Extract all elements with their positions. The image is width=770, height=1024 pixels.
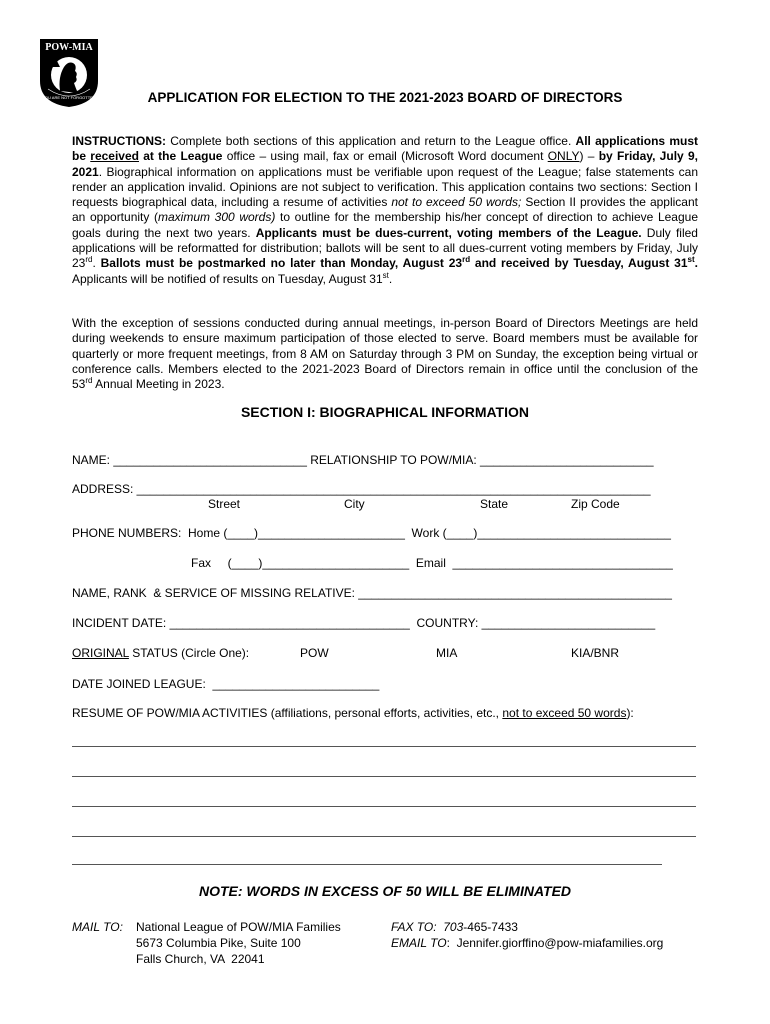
- instructions-paragraph: INSTRUCTIONS: Complete both sections of this application and return to the League office. All applications must be received at the League office – using mail, fax or email (Microsoft Word document ONLY) – by Friday, July 9, 2021. Biographical information on applications must be verifiable upon request of the League; false statements can render an application invalid. Opinions are not subject to verification. This application contains two sections: Section I requests biographical data, including a resume of activities not to exceed 50 words; Section II provides the applicant an opportunity (maximum 300 words) to outline for the membership his/her concept of direction to achieve League goals during the next two years. Applicants must be dues-current, voting members of the League. Duly filed applications will be reformatted for distribution; ballots will be sent to all dues-current voting members by Friday, July 23rd. Ballots must be postmarked no later than Monday, August 23rd and received by Tuesday, August 31st. Applicants will be notified of results on Tuesday, August 31st.: [72, 134, 699, 286]
- logo-text: POW-MIA: [45, 42, 93, 53]
- address-field[interactable]: ADDRESS: _____________________________________________________________________________: [72, 482, 651, 496]
- instructions-italic: not to exceed 50 words;: [391, 195, 522, 210]
- status-kia[interactable]: KIA/BNR: [571, 646, 620, 660]
- incident-field[interactable]: INCIDENT DATE: ____________________________________ COUNTRY: __________________________: [72, 616, 656, 630]
- email-value[interactable]: : Jennifer.giorffino@pow-miafamilies.org: [446, 936, 664, 950]
- address-zip-label: Zip Code: [571, 497, 620, 511]
- phone-field[interactable]: PHONE NUMBERS: Home (____)______________________ Work (____)_____________________________: [72, 526, 671, 540]
- resume-text: ):: [626, 706, 634, 720]
- instructions-label: INSTRUCTIONS:: [72, 134, 166, 148]
- instructions-bold: All applications must be: [72, 134, 698, 164]
- instructions-text: office – using mail, fax or email (Microsoft Word document: [226, 149, 544, 164]
- resume-line[interactable]: [72, 836, 696, 837]
- superscript: st: [382, 270, 389, 280]
- name-field[interactable]: NAME: _____________________________ RELATIONSHIP TO POW/MIA: __________________________: [72, 453, 654, 467]
- instructions-bold: at the League: [143, 149, 223, 164]
- word-limit-note: NOTE: WORDS IN EXCESS OF 50 WILL BE ELIMINATED: [198, 883, 572, 899]
- instructions-only: ONLY: [547, 149, 580, 164]
- logo-motto: YOU ARE NOT FORGOTTEN: [42, 95, 96, 100]
- resume-line[interactable]: [72, 746, 696, 747]
- fax-email-field[interactable]: Fax (____)______________________ Email _________________________________: [191, 556, 673, 570]
- page-title: APPLICATION FOR ELECTION TO THE 2021-2023 BOARD OF DIRECTORS: [147, 90, 623, 105]
- fax-label: FAX TO: 703: [391, 920, 464, 934]
- instructions-text: ) –: [579, 149, 595, 164]
- address-city-label: City: [344, 497, 365, 511]
- resume-line[interactable]: [72, 864, 662, 865]
- resume-label: [72, 706, 634, 720]
- instructions-text: Section II provides the applicant an opportunity (: [72, 195, 698, 225]
- joined-field[interactable]: DATE JOINED LEAGUE: _________________________: [72, 677, 380, 691]
- instructions-received: received: [90, 149, 139, 164]
- instructions-bold: Applicants must be dues-current, voting members of the League.: [255, 225, 642, 240]
- instructions-bold: Ballots must be postmarked no later than Monday, August 23: [100, 256, 463, 271]
- instructions-text: to outline for the membership his/her concept of direction to achieve League goals during the next two years.: [72, 210, 699, 240]
- status-mia[interactable]: MIA: [436, 646, 458, 660]
- resume-limit: not to exceed 50 words: [502, 706, 627, 720]
- section-heading: SECTION I: BIOGRAPHICAL INFORMATION: [240, 404, 530, 420]
- status-text: STATUS (Circle One):: [128, 646, 250, 660]
- resume-text: RESUME OF POW/MIA ACTIVITIES (affiliations, personal efforts, activities, etc.,: [72, 706, 503, 720]
- mail-line-2: 5673 Columbia Pike, Suite 100: [136, 936, 301, 950]
- status-pow[interactable]: POW: [300, 646, 329, 660]
- meetings-paragraph: [72, 316, 698, 392]
- superscript: rd: [462, 255, 471, 265]
- mail-line-1: National League of POW/MIA Families: [136, 920, 341, 934]
- resume-line[interactable]: [72, 776, 696, 777]
- address-state-label: State: [480, 497, 509, 511]
- mail-line-3: Falls Church, VA 22041: [136, 952, 265, 966]
- meetings-text: Annual Meeting in 2023.: [95, 377, 225, 392]
- fax-line: [391, 920, 518, 934]
- superscript: rd: [85, 255, 93, 265]
- superscript: st: [687, 255, 695, 265]
- status-original: ORIGINAL: [72, 646, 129, 660]
- meetings-text: With the exception of sessions conducted during annual meetings, in-person Board of Directors Meetings are held during weekends to ensure maximum participation of those elected to serve. Board members must be available for quarterly or more frequent meetings, from 8 AM on Saturday through 3 PM on Sunday, the exception being virtual or conference calls. Members elected to the 2021-2023 Board of Directors remain in office until the conclusion of the 53: [72, 316, 698, 392]
- mail-label: MAIL TO:: [72, 920, 123, 934]
- instructions-text: Duly filed applications will be reformatted for distribution; ballots will be sent to all dues-current voting members by Friday, July 23: [72, 225, 698, 271]
- instructions-italic: maximum 300 words): [158, 210, 276, 225]
- instructions-text: Complete both sections of this application and return to the League office.: [170, 134, 572, 148]
- email-line: [391, 936, 663, 950]
- missing-relative-field[interactable]: NAME, RANK & SERVICE OF MISSING RELATIVE: _______________________________________________: [72, 586, 672, 600]
- deadline-date: by Friday, July 9, 2021: [72, 149, 698, 179]
- resume-line[interactable]: [72, 806, 696, 807]
- superscript: rd: [85, 376, 93, 386]
- email-label: EMAIL TO: [391, 936, 447, 950]
- instructions-bold: and received by Tuesday, August 31: [474, 256, 688, 271]
- instructions-text: . Biographical information on applications must be verifiable upon request of the League; false statements can render an application invalid. Opinions are not subject to verification. This application contains two sections: Section I requests biographical data, including a resume of activities: [72, 164, 698, 210]
- fax-value: -465-7433: [463, 920, 518, 934]
- status-label: [72, 646, 249, 660]
- instructions-text: Applicants will be notified of results on Tuesday, August 31: [72, 271, 383, 286]
- address-street-label: Street: [208, 497, 241, 511]
